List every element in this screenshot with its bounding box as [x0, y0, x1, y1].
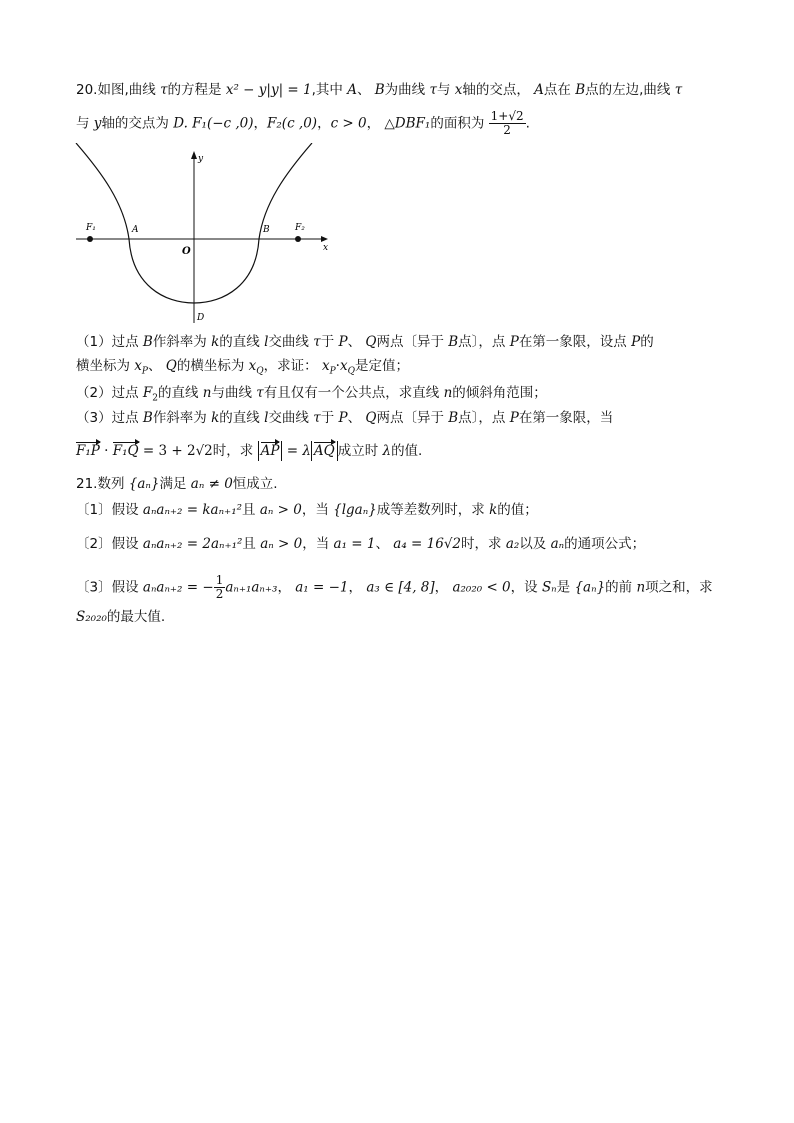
- math-n: n: [636, 579, 646, 596]
- text: 且: [242, 536, 261, 552]
- text: 为曲线: [384, 82, 430, 98]
- math-x: x: [248, 358, 257, 374]
- text: 有且仅有一个公共点，求直线: [263, 385, 444, 401]
- text: ，: [253, 115, 268, 132]
- math-subscript-2: 2: [152, 393, 158, 404]
- math-x: x: [321, 358, 330, 374]
- text: 时，求: [212, 443, 258, 459]
- math-B: B: [448, 334, 459, 350]
- text: 两点〔异于: [376, 334, 449, 350]
- text: 在第一象限，设点: [518, 334, 632, 350]
- math-a1: a₁ = −1: [295, 579, 349, 596]
- math-tau: τ: [256, 385, 264, 401]
- math-F1: F₁(−c ,0): [192, 115, 254, 132]
- math-subscript-P: P: [329, 366, 336, 377]
- half-fraction: [214, 574, 226, 601]
- math-B: B: [374, 82, 385, 98]
- text: 横坐标为: [76, 358, 135, 374]
- text: ，: [434, 579, 453, 596]
- text: 、: [375, 536, 394, 552]
- math-recurrence: aₙaₙ₊₂ = 2aₙ₊₁²: [142, 536, 243, 552]
- text: 点〕，点: [458, 410, 510, 426]
- text: 的横坐标为: [176, 358, 249, 374]
- math-n: n: [202, 385, 212, 401]
- text: 、: [356, 82, 375, 98]
- math-k: k: [489, 502, 498, 518]
- q21-part3-line-1: [76, 574, 713, 601]
- text: 的方程是: [167, 82, 226, 98]
- text: ，当: [302, 536, 334, 552]
- text: 的直线: [219, 410, 265, 426]
- math-c-positive: c > 0: [330, 115, 367, 132]
- vector-AP: AP: [260, 443, 280, 459]
- math-tau: τ: [429, 82, 437, 98]
- math-A: A: [347, 82, 357, 98]
- math-x: x: [134, 358, 142, 374]
- math-l: l: [264, 410, 269, 426]
- question-number: 21.: [76, 476, 98, 492]
- label-F2: F₂: [295, 223, 305, 233]
- fraction-numerator: 1: [215, 573, 224, 587]
- text: 〔1〕假设: [76, 502, 143, 518]
- math-P: P: [338, 410, 348, 426]
- text: 的前: [605, 579, 637, 596]
- math-lg-sequence: {lgaₙ}: [333, 502, 377, 518]
- q20-part2: [76, 383, 547, 403]
- math-D: D.: [173, 115, 188, 132]
- text: ，设: [510, 579, 542, 596]
- text: ，当: [301, 502, 334, 518]
- text: ,其中: [311, 82, 348, 98]
- text: 点在: [543, 82, 576, 98]
- text: 的: [640, 334, 654, 350]
- math-recurrence-rhs: aₙ₊₁aₙ₊₃: [225, 579, 278, 596]
- math-k: k: [211, 410, 220, 426]
- q21-part2: [76, 534, 645, 554]
- q20-part3-line-1: [76, 408, 613, 428]
- fraction-denominator: 2: [215, 587, 224, 601]
- math-a1: a₁ = 1: [333, 536, 376, 552]
- math-subscript-Q: Q: [347, 366, 355, 377]
- text: 、: [347, 410, 366, 426]
- text: （1）过点: [76, 334, 143, 350]
- label-B: B: [263, 225, 270, 235]
- curve-figure: [72, 143, 342, 328]
- text: 于: [320, 410, 339, 426]
- math-x: x: [454, 82, 463, 98]
- math-P: P: [631, 334, 641, 350]
- vector-F1P: F₁P: [76, 443, 100, 459]
- text: 〔3〕假设: [76, 579, 143, 596]
- text: 的值；: [497, 502, 538, 518]
- curve-left-branch: [76, 143, 129, 239]
- text: 轴的交点为: [101, 115, 174, 132]
- text: 、: [147, 358, 166, 374]
- q21-intro: [76, 474, 278, 494]
- math-F: F: [142, 385, 153, 401]
- math-an: aₙ: [550, 536, 565, 552]
- math-lambda: λ: [382, 443, 392, 459]
- text: 成等差数列时，求: [376, 502, 490, 518]
- text: 轴的交点，: [462, 82, 535, 98]
- math-tau: τ: [313, 410, 321, 426]
- text: （2）过点: [76, 385, 143, 401]
- math-recurrence: aₙaₙ₊₂ = kaₙ₊₁²: [142, 502, 243, 518]
- label-x: x: [323, 243, 329, 253]
- x-axis-arrow: [321, 236, 328, 242]
- math-tau: τ: [160, 82, 168, 98]
- math-sequence: {aₙ}: [574, 579, 606, 596]
- math-positive: aₙ > 0: [260, 536, 303, 552]
- text: 是: [556, 579, 575, 596]
- math-triangle: △DBF₁: [384, 115, 431, 132]
- math-tau: τ: [674, 82, 683, 98]
- q20-line-1: [76, 80, 682, 100]
- math-nonzero: aₙ ≠ 0: [190, 476, 233, 492]
- text: 以及: [519, 536, 551, 552]
- text: 的倾斜角范围；: [452, 385, 547, 401]
- text: 数列: [97, 476, 129, 492]
- abs-AQ: [311, 441, 338, 461]
- text: 于: [320, 334, 339, 350]
- vector-F1Q: F₁Q: [112, 443, 139, 459]
- abs-AP: [258, 441, 283, 461]
- label-D: D: [197, 313, 205, 323]
- text: 是定值；: [354, 358, 409, 374]
- text: 点的左边,曲线: [585, 82, 675, 98]
- text: 与曲线: [211, 385, 257, 401]
- text: 作斜率为: [152, 334, 212, 350]
- math-positive: aₙ > 0: [259, 502, 302, 518]
- focus-F1-point: [87, 236, 93, 242]
- math-a2: a₂: [505, 536, 520, 552]
- text: ，: [277, 579, 296, 596]
- math-Q: Q: [165, 358, 177, 374]
- text: 与: [76, 115, 94, 132]
- math-Q: Q: [365, 334, 377, 350]
- text: 如图,曲线: [97, 82, 161, 98]
- math-B: B: [142, 410, 153, 426]
- question-number: 20.: [76, 82, 98, 98]
- text: （3）过点: [76, 410, 143, 426]
- math-subscript-P: P: [141, 366, 148, 377]
- math-B: B: [575, 82, 586, 98]
- math-P: P: [509, 334, 519, 350]
- text: 交曲线: [268, 410, 314, 426]
- math-dot: ·: [99, 443, 113, 459]
- text: ，: [366, 115, 381, 132]
- math-P: P: [338, 334, 348, 350]
- math-Q: Q: [365, 410, 377, 426]
- text: ，: [348, 579, 367, 596]
- fraction-numerator: 1+√2: [490, 109, 524, 123]
- q20-part3-line-2: [76, 441, 422, 461]
- math-B: B: [448, 410, 459, 426]
- text: 、: [347, 334, 366, 350]
- text: 的通项公式；: [564, 536, 646, 552]
- math-recurrence-lhs: aₙaₙ₊₂ = −: [142, 579, 214, 596]
- label-y: y: [198, 154, 204, 164]
- area-fraction: [489, 110, 526, 137]
- curve-equation: x² − y|y| = 1: [225, 82, 312, 98]
- math-a3: a₃ ∈ [4, 8]: [366, 579, 435, 596]
- q20-part1-line-2: 横坐标为 $x_P$、 Q的横坐标为 $x_Q$，求证： $x_P\cdot x_Q$是定值；: [76, 358, 409, 377]
- q21-part3-line-2: [76, 607, 165, 627]
- math-subscript-Q: Q: [256, 366, 264, 377]
- text: 且: [242, 502, 260, 518]
- math-l: l: [264, 334, 269, 350]
- focus-F2-point: [295, 236, 301, 242]
- math-Sn: Sₙ: [541, 579, 557, 596]
- text: 在第一象限，当: [518, 410, 614, 426]
- math-equals-lambda: = λ: [282, 443, 311, 459]
- text: 时，求: [461, 536, 506, 552]
- q20-line-2: [76, 110, 530, 137]
- text: 的值.: [391, 443, 423, 459]
- math-x: x: [339, 358, 348, 374]
- math-S2020: S₂₀₂₀: [76, 609, 107, 625]
- math-P: P: [509, 410, 519, 426]
- text: 的最大值.: [106, 609, 166, 625]
- text: 作斜率为: [152, 410, 212, 426]
- fraction-denominator: 2: [503, 123, 511, 137]
- math-k: k: [211, 334, 220, 350]
- text: 项之和，求: [645, 579, 713, 596]
- text: 点〕，点: [458, 334, 510, 350]
- text: 〔2〕假设: [76, 536, 143, 552]
- text: ，: [317, 115, 331, 132]
- text: 恒成立.: [232, 476, 278, 492]
- q20-part1-line-1: [76, 332, 654, 352]
- text: 的面积为: [430, 115, 489, 132]
- text: ，求证：: [263, 358, 322, 374]
- math-sequence: {aₙ}: [128, 476, 160, 492]
- math-tau: τ: [313, 334, 321, 350]
- math-n: n: [443, 385, 453, 401]
- math-F2: F₂(c ,0): [267, 115, 318, 132]
- vector-AQ: AQ: [313, 443, 335, 459]
- text: 满足: [159, 476, 191, 492]
- text: 两点〔异于: [376, 410, 449, 426]
- label-A: A: [132, 225, 139, 235]
- math-y: y: [93, 115, 102, 132]
- text: 的直线: [219, 334, 265, 350]
- y-axis-arrow: [191, 151, 197, 159]
- text: 与: [436, 82, 455, 98]
- q21-part1: [76, 500, 538, 520]
- text: 成立时: [337, 443, 383, 459]
- math-a4: a₄ = 16√2: [393, 536, 462, 552]
- label-O: O: [182, 246, 191, 257]
- math-equals-value: = 3 + 2√2: [138, 443, 213, 459]
- math-B: B: [142, 334, 153, 350]
- math-A: A: [534, 82, 544, 98]
- label-F1: F₁: [86, 223, 96, 233]
- text: 的直线: [158, 385, 203, 401]
- math-a2020: a₂₀₂₀ < 0: [452, 579, 511, 596]
- text: .: [525, 115, 530, 132]
- text: 交曲线: [268, 334, 314, 350]
